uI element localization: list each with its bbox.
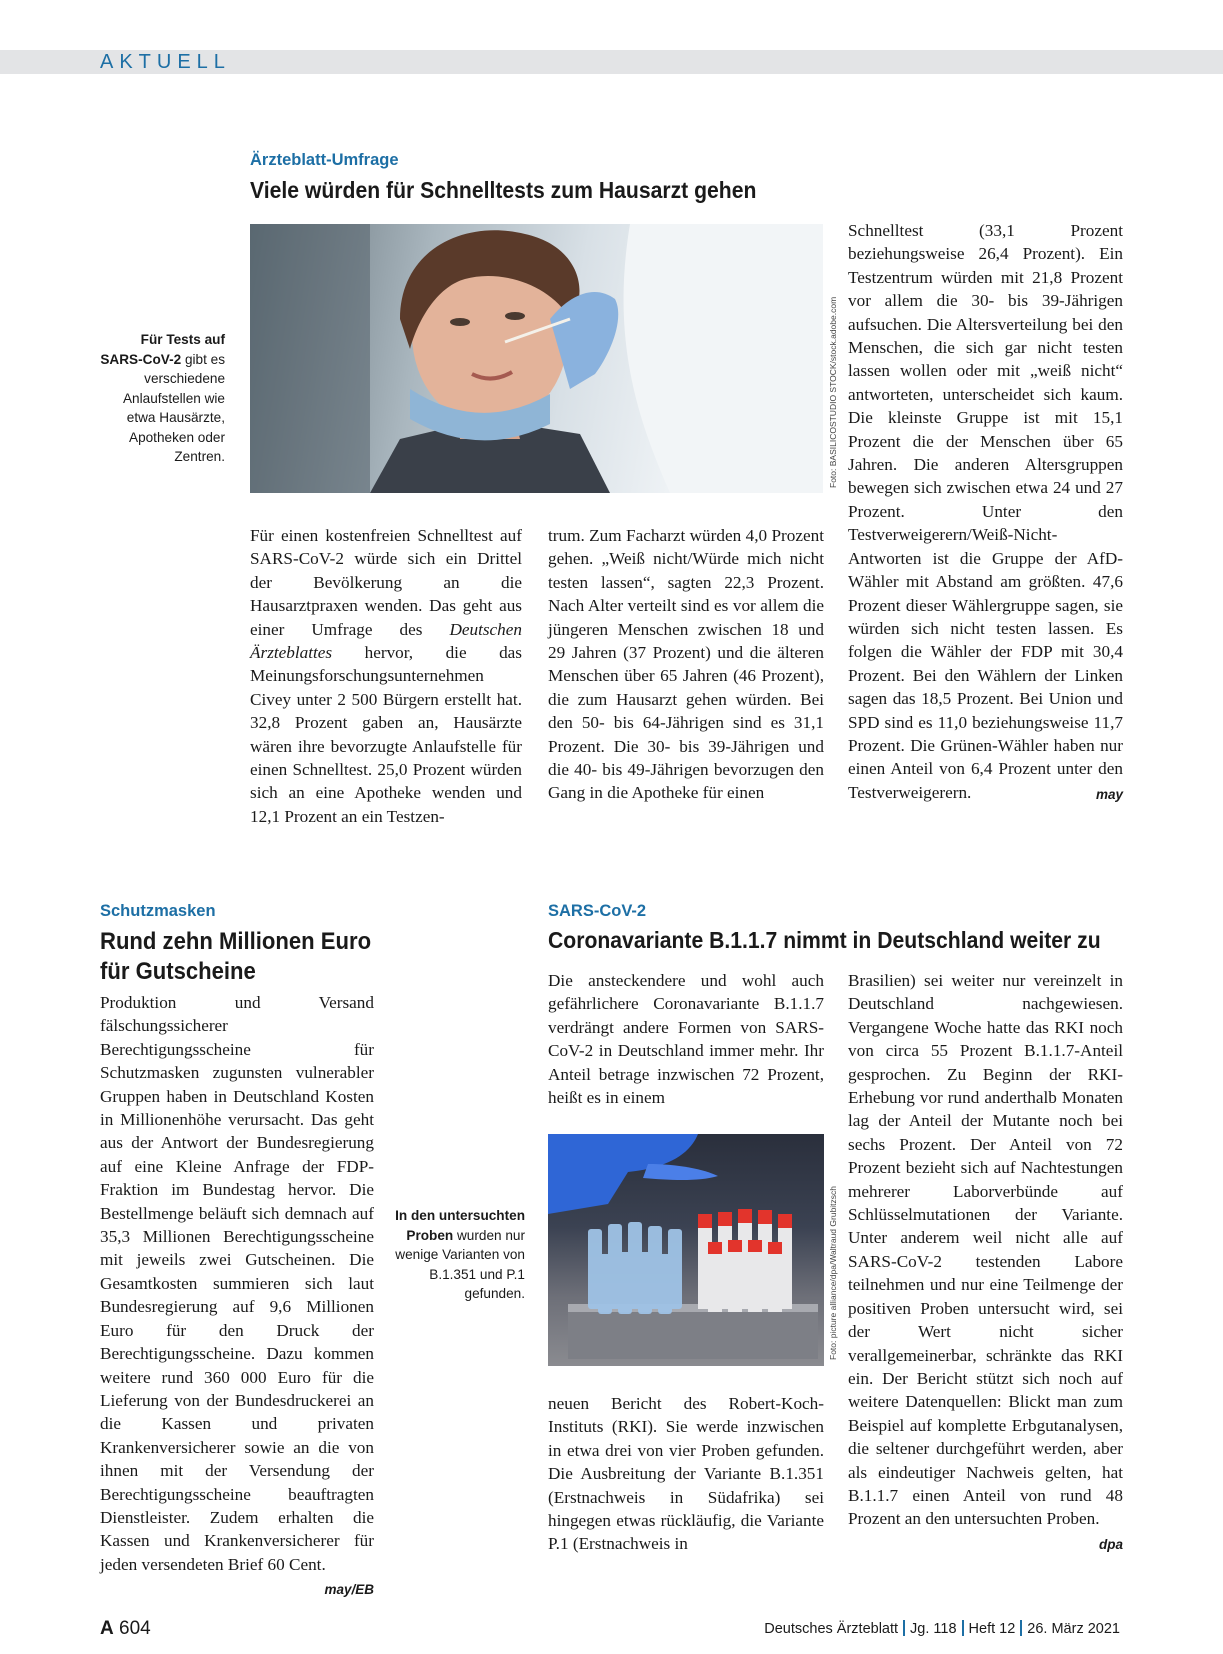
page-number bbox=[100, 1618, 151, 1640]
journal-date: 26. März 2021 bbox=[1027, 1621, 1120, 1637]
journal-volume: Jg. 118 bbox=[910, 1621, 957, 1637]
article3-photo-credit: Foto: picture alliance/dpa/Waltraud Grubitzsch bbox=[828, 1185, 838, 1360]
article2-kicker: Schutzmasken bbox=[100, 902, 216, 920]
journal-issue: Heft 12 bbox=[968, 1621, 1016, 1637]
article2-body bbox=[100, 991, 374, 1602]
article2-signature: may/EB bbox=[324, 1582, 374, 1598]
article1-photo-caption bbox=[100, 330, 225, 467]
page-prefix: A bbox=[100, 1618, 114, 1639]
journal-name: Deutsches Ärzteblatt bbox=[764, 1621, 899, 1637]
article1-column-3 bbox=[848, 219, 1123, 806]
page-number-value: 604 bbox=[119, 1618, 151, 1639]
article3-column-2 bbox=[848, 969, 1123, 1556]
article1-headline: Viele würden für Schnelltests zum Hausarzt gehen bbox=[250, 177, 757, 203]
test-tubes-illustration bbox=[548, 1134, 824, 1366]
article2-headline-line2: für Gutscheine bbox=[100, 958, 256, 985]
article1-col1-text-b: hervor, die das Meinungsforschungsunternehmen Civey unter 2 500 Bürgern erstellt hat. 32,8 Prozent gaben an, Hausärzte wären ihre bevorzugte Anlaufstelle für einen Schnelltest. 25,0 Prozent würden sich an eine Apotheke wenden und 12,1 Prozent an ein Testzen- bbox=[250, 643, 522, 826]
article2-text: Produktion und Versand fälschungssicherer Berechtigungsscheine für Schutzmasken zugunsten vulnerabler Gruppen haben in Deutschland Kosten in Millionenhöhe verursacht. Das geht aus der Antwort der Bundesregierung auf eine Kleine Anfrage der FDP-Fraktion im Bundestag hervor. Die Bestellmenge beläuft sich demnach auf 35,3 Millionen Berechtigungsscheine mit jeweils zwei Gutscheinen. Die Gesamtkosten summieren sich laut Bundesregierung auf 9,6 Millionen Euro für den Druck der Berechtigungsscheine. Dazu kommen weitere rund 360 000 Euro für die Lieferung von der Bundesdruckerei an die Kassen und privaten Krankenversicherer sowie an die von ihnen mit der Versendung der Berechtigungsscheine beauftragten Dienstleister. Zudem erhalten die Kassen und Krankenversicherer für jeden versendeten Brief 60 Cent. bbox=[100, 993, 374, 1574]
article1-photo-credit: Foto: BASILICOSTUDIO STOCK/stock.adobe.com bbox=[828, 296, 838, 488]
footer-journal-info bbox=[764, 1620, 1120, 1637]
article3-signature: dpa bbox=[1098, 1536, 1123, 1552]
caption-text: wurden nur wenige Varianten von B.1.351 und P.1 gefunden. bbox=[395, 1227, 525, 1301]
article3-kicker: SARS-CoV-2 bbox=[548, 902, 647, 920]
article3-column-1-bottom: neuen Bericht des Robert-Koch-Instituts (RKI). Sie werde inzwischen in etwa drei von vier Proben gefunden. Die Ausbreitung der Variante B.1.351 (Erstnachweis in Südafrika) sei hingegen etwas rückläufig, die Variante P.1 (Erstnachweis in bbox=[548, 1394, 824, 1554]
article3-photo-caption bbox=[395, 1206, 525, 1304]
article1-col3-text: Schnelltest (33,1 Prozent beziehungsweise 26,4 Prozent). Ein Testzentrum würden mit 21,8 Prozent vor allem die 30- bis 39-Jährigen aufsuchen. Die Altersverteilung bei den Menschen, die sich gar nicht testen lassen wollen oder mit „weiß nicht“ antworteten, unterscheidet sich kaum. Die kleinste Gruppe ist mit 15,1 Prozent die der Menschen über 65 Jahren. Die anderen Altersgruppen bewegen sich zwischen etwa 24 und 27 Prozent. Unter den Testverweigerern/Weiß-Nicht-Antworten ist die Gruppe der AfD-Wähler mit Abstand am größten. 47,6 Prozent dieser Wählergruppe sagen, sie würden sich nicht testen lassen. Es folgen die Wähler der FDP mit 30,4 Prozent. Bei den Wählern der Linken sagen das 18,5 Prozent. Bei Union und SPD sind es 11,0 beziehungsweise 11,7 Prozent. Die Grünen-Wähler haben nur einen Anteil von 6,4 Prozent unter den Testverweigerern. bbox=[848, 221, 1123, 802]
article1-signature: may bbox=[1095, 786, 1123, 802]
caption-bold: In den untersuchten Proben bbox=[395, 1208, 525, 1243]
section-label: AKTUELL bbox=[100, 51, 231, 73]
article1-column-2: trum. Zum Facharzt würden 4,0 Prozent gehen. „Weiß nicht/Würde mich nicht testen lassen“, sagten 22,3 Prozent. Nach Alter verteilt sind es vor allem die jüngeren Menschen zwischen 18 und 29 Jahren (37 Prozent) und die älteren Menschen über 65 Jahren (46 Prozent), die zum Hausarzt gehen würden. Bei den 50- bis 64-Jährigen sind es 31,1 Prozent. Die 30- bis 39-Jährigen und die 40- bis 49-Jährigen bevorzugen den Gang in die Apotheke für einen bbox=[548, 526, 824, 803]
separator bbox=[903, 1620, 905, 1636]
article3-headline: Coronavariante B.1.1.7 nimmt in Deutschland weiter zu bbox=[548, 927, 1101, 953]
article3-col2-text: Brasilien) sei weiter nur vereinzelt in Deutschland nachgewiesen. Vergangene Woche hatte das RKI noch von circa 55 Prozent B.1.1.7-Anteil gesprochen. Zu Beginn der RKI-Erhebung vor rund anderthalb Monaten lag der Anteil der Mutante noch bei sechs Prozent. Der Anteil von 72 Prozent bezieht sich auf Nachtestungen mehrerer Laborverbünde auf Schlüsselmutationen der Variante. Unter anderem weil nicht alle auf SARS-CoV-2 testenden Labore teilnehmen und nur eine Teilmenge der positiven Proben untersucht wird, sei der Wert nicht sicher verallgemeinerbar, schränkte das RKI ein. Der Bericht stützt sich noch auf weitere Datenquellen: Blickt man zum Beispiel auf komplette Erbgutanalysen, die seltener durchgeführt werden, aber als eindeutiger Nachweis gelten, hat B.1.1.7 einen Anteil von rund 48 Prozent an den untersuchten Proben. bbox=[848, 971, 1123, 1529]
caption-text: gibt es verschiedene Anlaufstellen wie etwa Hausärzte, Apotheken oder Zentren. bbox=[122, 351, 225, 464]
separator bbox=[962, 1620, 964, 1636]
swab-test-illustration bbox=[250, 224, 823, 493]
caption-bold: Für Tests auf SARS-CoV-2 bbox=[100, 332, 225, 367]
article1-column-1 bbox=[250, 524, 522, 828]
test-tubes-photo bbox=[548, 1134, 824, 1366]
article1-kicker: Ärzteblatt-Umfrage bbox=[250, 151, 399, 169]
article2-headline bbox=[100, 927, 371, 987]
swab-test-photo bbox=[250, 224, 823, 493]
article1-col1-emphasis: Deutschen Ärzteblattes bbox=[250, 619, 522, 663]
article3-column-1-top: Die ansteckendere und wohl auch gefährlichere Coronavariante B.1.1.7 verdrängt andere Formen von SARS-CoV-2 in Deutschland immer mehr. Ihr Anteil betrage inzwischen 72 Prozent, heißt es in einem bbox=[548, 971, 824, 1108]
article2-headline-line1: Rund zehn Millionen Euro bbox=[100, 928, 372, 955]
article1-col1-text-a: Für einen kostenfreien Schnelltest auf SARS-CoV-2 würde sich ein Drittel der Bevölkerung an die Hausarztpraxen wenden. Das geht aus einer Umfrage des bbox=[250, 526, 522, 639]
separator bbox=[1020, 1620, 1022, 1636]
